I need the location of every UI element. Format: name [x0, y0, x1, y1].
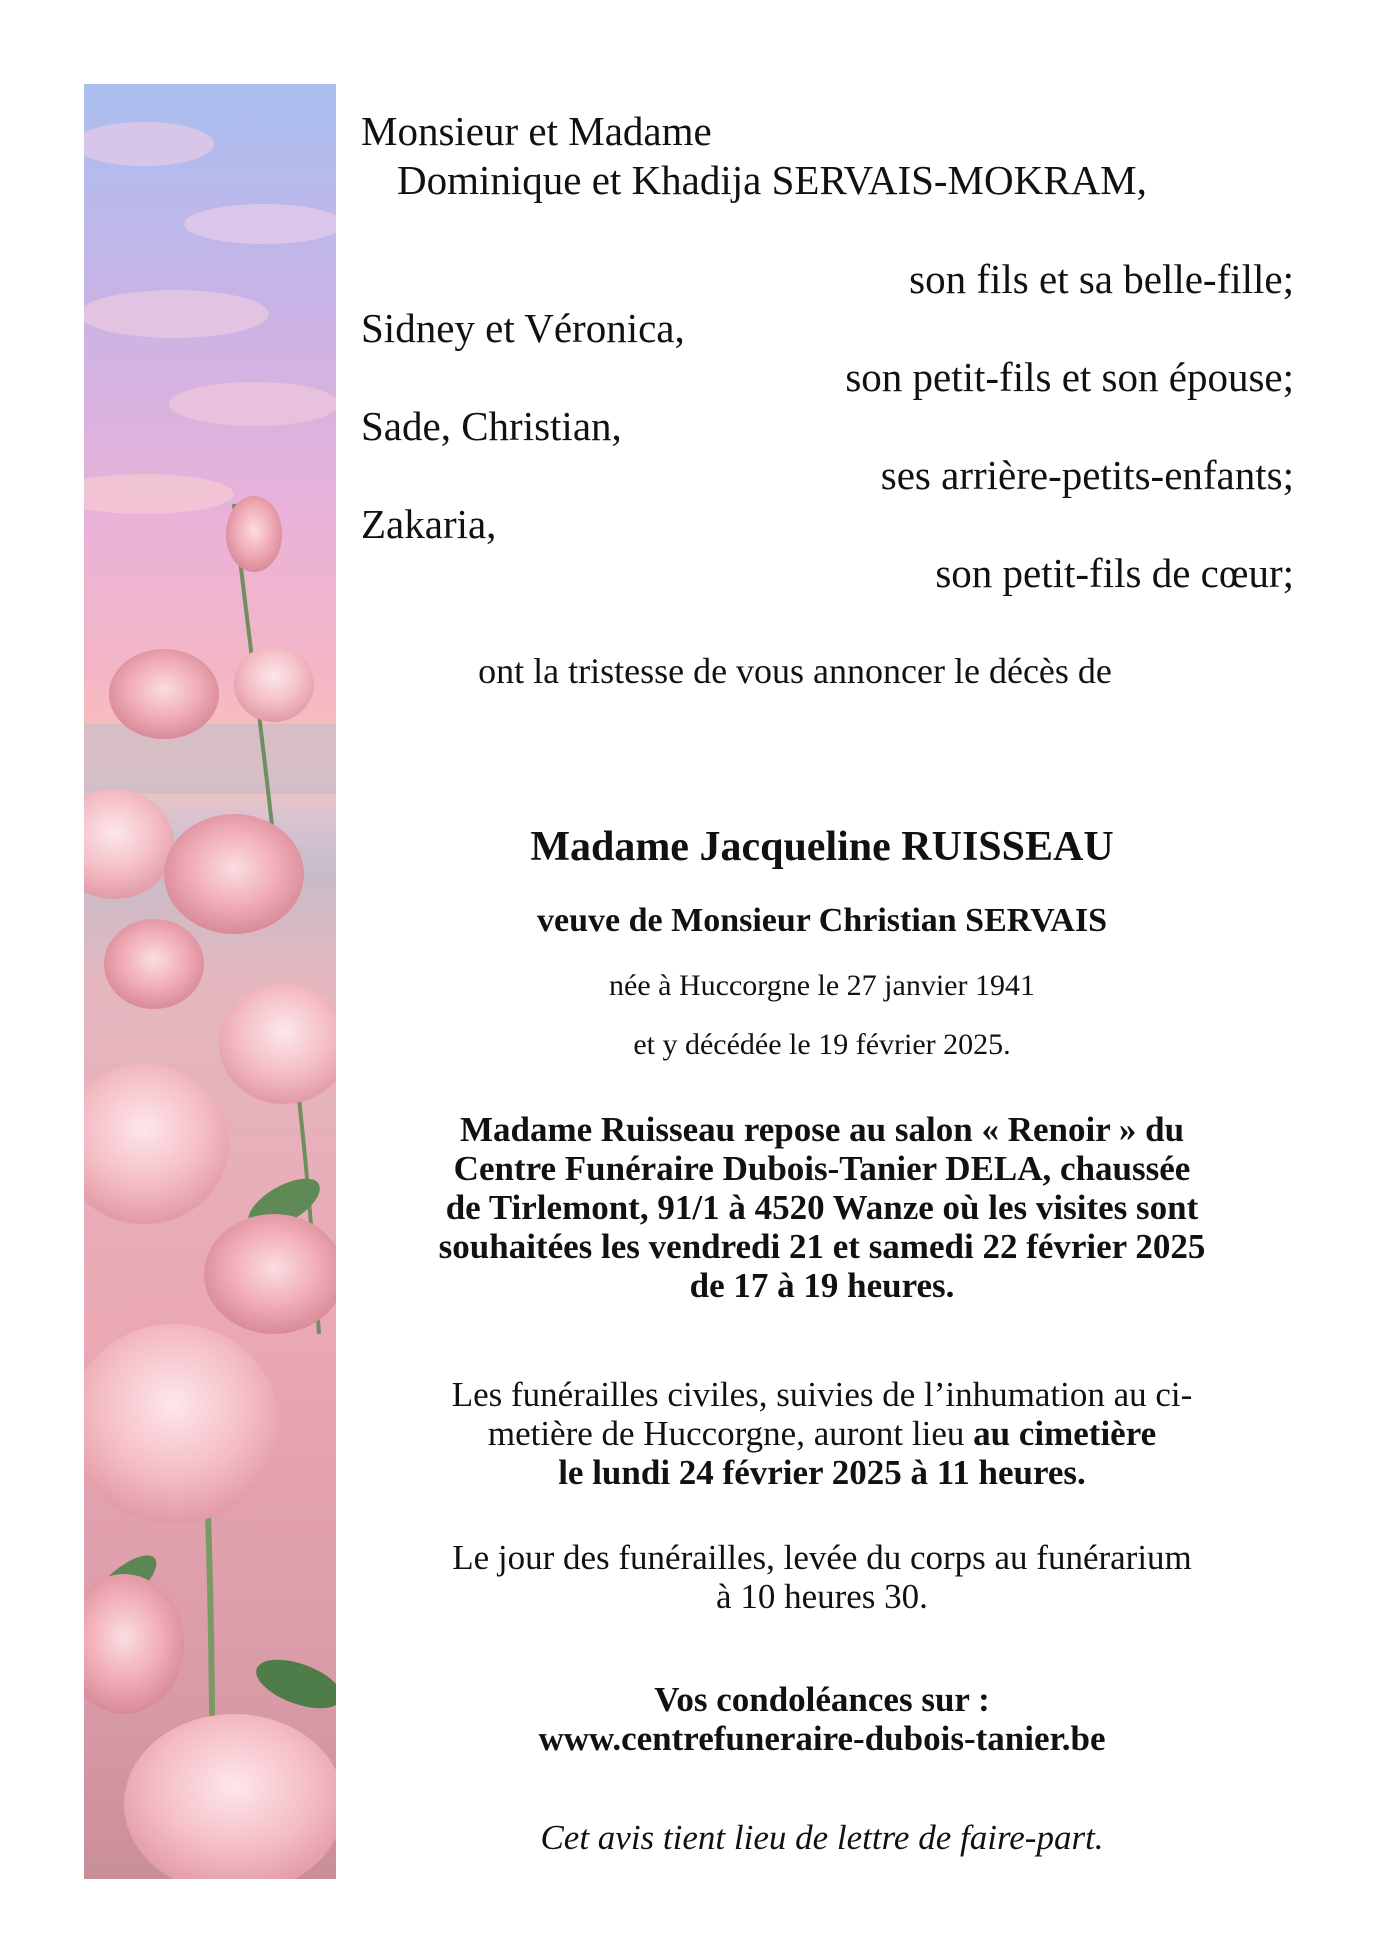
funeral-line-1: Les funérailles civiles, suivies de l’inhumation au ci-: [451, 1375, 1193, 1414]
funeral-notice: [350, 1375, 1294, 1492]
visitation-line-3: de Tirlemont, 91/1 à 4520 Wanze où les visites sont: [445, 1188, 1199, 1227]
relation-son: son fils et sa belle-fille;: [909, 256, 1294, 302]
family-line-4: Sade, Christian,: [361, 403, 622, 449]
visitation-line-5: de 17 à 19 heures.: [689, 1266, 955, 1305]
deceased-name: Madame Jacqueline RUISSEAU: [530, 824, 1114, 870]
visitation-line-1: Madame Ruisseau repose au salon « Renoir » du: [459, 1110, 1185, 1149]
family-line-1: Monsieur et Madame: [361, 108, 712, 154]
roses-illustration: [84, 84, 336, 1879]
family-line-5: Zakaria,: [361, 501, 497, 547]
death-info: et y décédée le 19 février 2025.: [633, 1028, 1011, 1061]
family-line-3: Sidney et Véronica,: [361, 305, 685, 351]
condolences-url[interactable]: www.centrefuneraire-dubois-tanier.be: [538, 1719, 1106, 1758]
funeral-line-2-text: metière de Huccorgne, auront lieu: [487, 1414, 974, 1453]
relation-heart-grandson: son petit-fils de cœur;: [935, 550, 1294, 596]
condolences-block: [350, 1680, 1294, 1758]
birth-info: née à Huccorgne le 27 janvier 1941: [609, 969, 1035, 1002]
family-line-2: Dominique et Khadija SERVAIS-MOKRAM,: [397, 157, 1147, 203]
removal-line-1: Le jour des funérailles, levée du corps au funérarium: [452, 1538, 1192, 1577]
funeral-location: au cimetière: [973, 1414, 1157, 1453]
condolences-label: Vos condoléances sur :: [654, 1680, 990, 1719]
closing-note: Cet avis tient lieu de lettre de faire-part.: [540, 1818, 1104, 1857]
visitation-line-4: souhaitées les vendredi 21 et samedi 22 février 2025: [438, 1227, 1206, 1266]
visitation-notice: [350, 1110, 1294, 1305]
deceased-widow-of: veuve de Monsieur Christian SERVAIS: [537, 902, 1107, 939]
removal-line-2: à 10 heures 30.: [716, 1577, 928, 1616]
announcement-text: ont la tristesse de vous annoncer le décès de: [478, 651, 1112, 691]
relation-great-grandchildren: ses arrière-petits-enfants;: [880, 452, 1294, 498]
removal-notice: [350, 1538, 1294, 1616]
roses-photo-panel: [84, 84, 336, 1879]
funeral-line-2: [350, 1414, 1294, 1453]
funeral-date-time: le lundi 24 février 2025 à 11 heures.: [558, 1453, 1086, 1492]
relation-grandson: son petit-fils et son épouse;: [845, 354, 1294, 400]
visitation-line-2: Centre Funéraire Dubois-Tanier DELA, chaussée: [453, 1149, 1191, 1188]
